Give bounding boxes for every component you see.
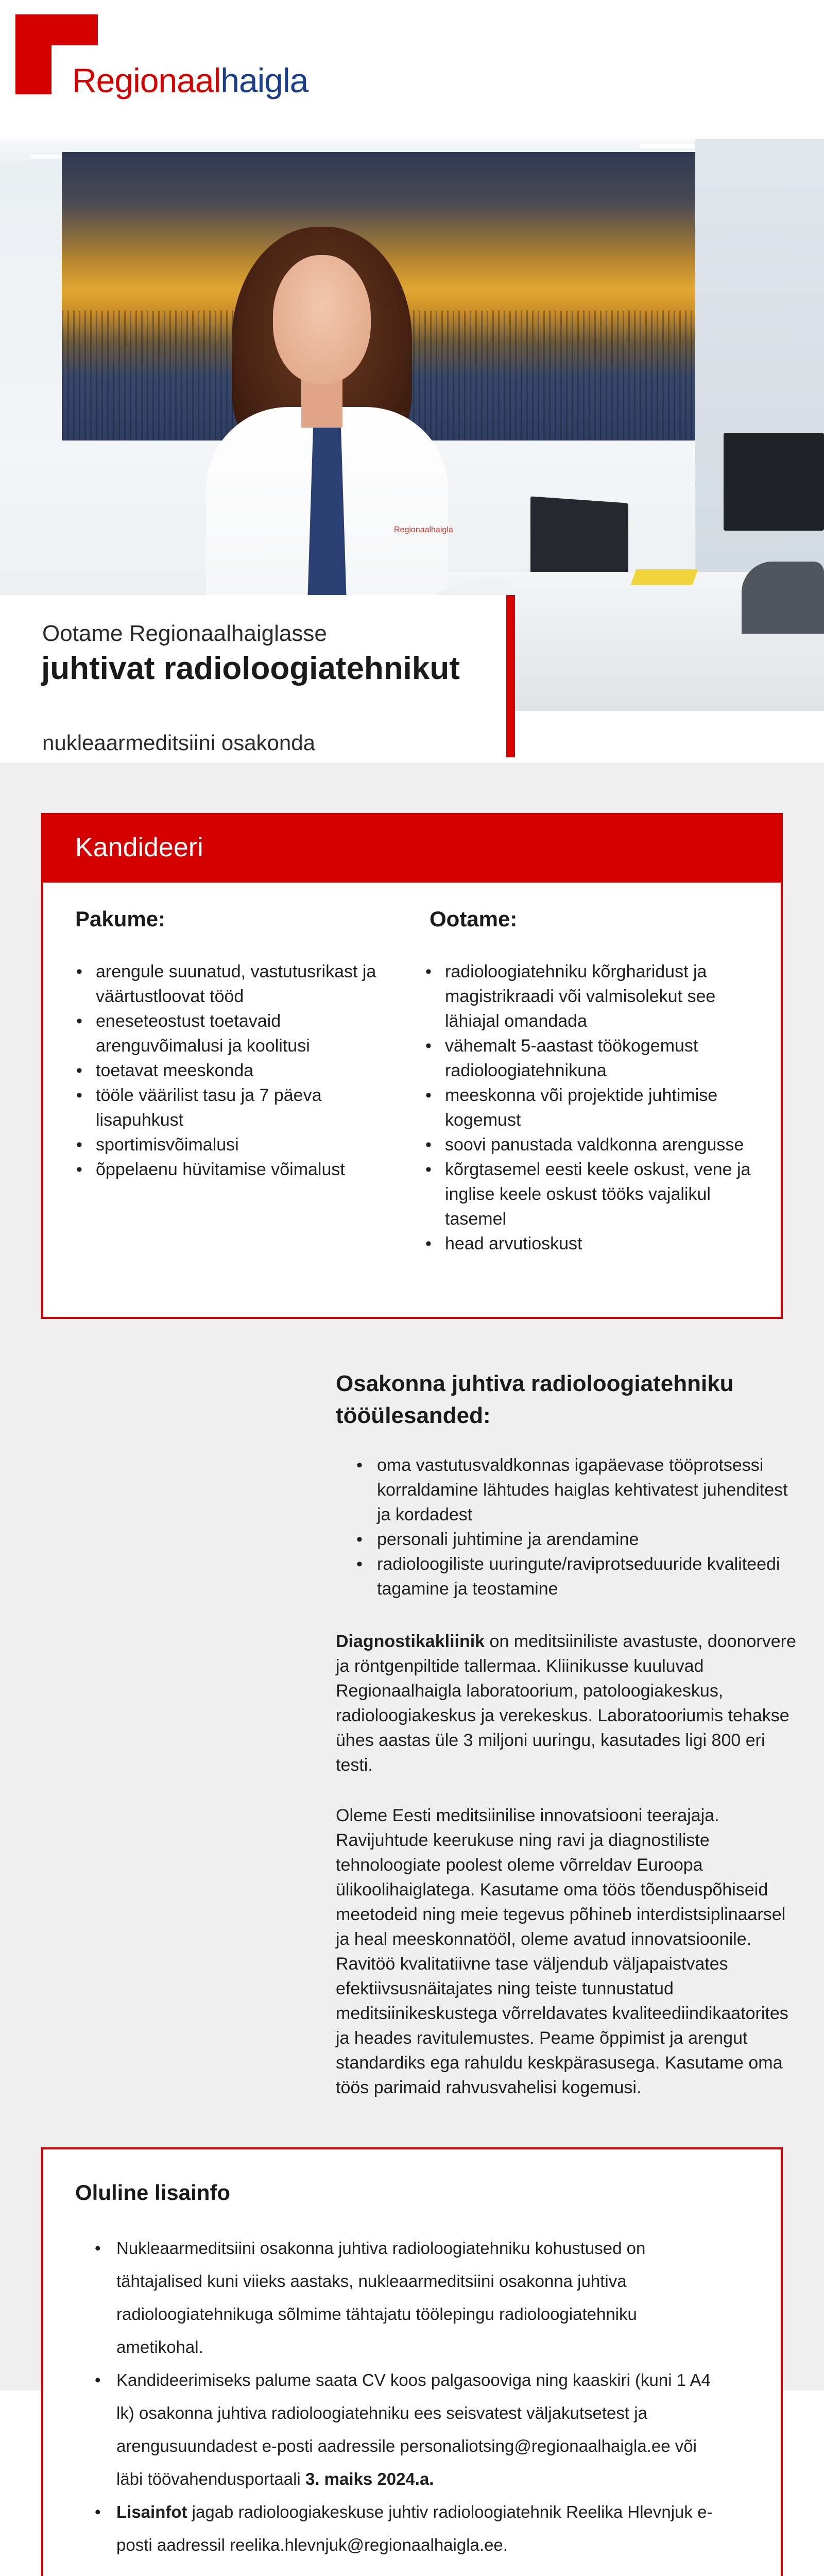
office-chair — [742, 562, 824, 634]
page-title: juhtivat radioloogiatehnikut — [41, 651, 460, 686]
list-item: • radioloogiliste uuringute/raviprotseduuride kvaliteedi tagamine ja teostamine — [336, 1552, 799, 1601]
offer-title: Pakume: — [75, 907, 166, 931]
info-title: Oluline lisainfo — [75, 2180, 231, 2205]
list-item: • vähemalt 5-aastast töökogemust radioloogiatehnikuna — [424, 1033, 754, 1083]
list-item: • meeskonna või projektide juhtimise kogemust — [424, 1083, 754, 1132]
list-item — [75, 2496, 724, 2562]
wall-artwork — [62, 152, 767, 440]
list-item: • radioloogiatehniku kõrgharidust ja magistrikraadi või valmisolekut see lähiajal omandada — [424, 959, 754, 1033]
offer-list — [75, 959, 405, 1182]
header — [0, 0, 824, 139]
artwork-grass — [62, 311, 767, 440]
list-item: • õppelaenu hüvitamise võimalust — [75, 1157, 405, 1182]
coat-logo: Regionaalhaigla — [394, 526, 453, 534]
innovation-paragraph: Oleme Eesti meditsiinilise innovatsiooni teerajaja. Ravijuhtude keerukuse ning ravi ja diagnostiliste tehnoloogiate poolest oleme võrreldav Euroopa ülikoolihaiglatega. Kasutame oma töös tõenduspõhiseid meetodeid ning meie tegevus põhineb interdistsiplinaarsel ja heal meeskonnatööl, oleme avatud innovatsioonile. Ravitöö kvalitatiivne tase väljendub väljapaistvates efektiivsusnäitajates ning teiste tunnustatud meditsiinikeskustega võrreldavates kvaliteediindikaatorites ja heades ravitulemustes. Peame õppimist ja arengut standardiks ega rahuldu keskpärasusega. Kasutame oma töös parimaid rahvusvahelisi kogemusi. — [336, 1806, 788, 2097]
expect-list — [424, 959, 754, 1256]
regionaalhaigla-logo[interactable] — [15, 14, 308, 102]
logo-wordmark-part2: haigla — [220, 61, 308, 99]
person-face — [273, 255, 371, 384]
monitor — [724, 433, 824, 531]
list-item: • head arvutioskust — [424, 1231, 754, 1256]
headline-accent-bar — [506, 595, 515, 757]
list-item: • oma vastutusvaldkonnas igapäevase tööprotsessi korraldamine lähtudes haiglas kehtivatest juhenditest ja kordadest — [336, 1453, 799, 1527]
list-item: • Nukleaarmeditsiini osakonna juhtiva radioloogiatehniku kohustused on tähtajalised kuni viieks aastaks, nukleaarmeditsiini osakonna juhtiva radioloogiatehnikuga sõlmime tähtajatu töölepingu radioloogiatehniku ametikohal. — [75, 2232, 724, 2364]
list-item: • personali juhtimine ja arendamine — [336, 1527, 799, 1552]
info-card — [41, 2147, 783, 2576]
list-item: • soovi panustada valdkonna arengusse — [424, 1132, 754, 1157]
list-item: • kõrgtasemel eesti keele oskust, vene ja inglise keele oskust tööks vajalikul tasemel — [424, 1157, 754, 1231]
headline-subtitle: nukleaarmeditsiini osakonda — [42, 731, 315, 755]
apply-button[interactable]: Kandideeri — [41, 813, 783, 883]
list-item: • toetavat meeskonda — [75, 1058, 405, 1083]
expect-title: Ootame: — [430, 907, 518, 931]
list-item: • sportimisvõimalusi — [75, 1132, 405, 1157]
monitor — [530, 496, 628, 580]
deadline: 3. maiks 2024.a. — [305, 2469, 434, 2488]
clinic-paragraph — [336, 1629, 797, 1777]
duties-list — [336, 1453, 799, 1601]
contact-details: jagab radioloogiakeskuse juhtiv radioloogiatehnik Reelika Hlevnjuk e-posti aadressil reelika.hlevnjuk@regionaalhaigla.ee. — [116, 2502, 713, 2554]
list-item: • tööle väärilist tasu ja 7 päeva lisapuhkust — [75, 1083, 405, 1132]
clinic-description: on meditsiiniliste avastuste, doonorvere ja röntgenpiltide tallermaa. Kliinikusse kuuluvad Regionaalhaigla laboratoorium, patoloogiakeskus, radioloogiakeskus ja verekeskus. Laboratooriumis tehakse ühes aastas üle 3 miljoni uuringu, kasutades ligi 800 eri testi. — [336, 1632, 796, 1775]
list-item: • arengule suunatud, vastutusrikast ja väärtustloovat tööd — [75, 959, 405, 1009]
clinic-name: Diagnostikakliinik — [336, 1632, 485, 1651]
logo-wordmark — [72, 63, 308, 97]
apply-card — [41, 813, 783, 1319]
duties-title: Osakonna juhtiva radioloogiatehniku tööülesanded: — [336, 1371, 734, 1428]
info-list — [75, 2232, 724, 2562]
headline-kicker: Ootame Regionaalhaiglasse — [42, 621, 327, 646]
list-item: • eneseteostust toetavaid arenguvõimalusi ja koolitusi — [75, 1009, 405, 1058]
logo-wordmark-part1: Regionaal — [72, 61, 221, 99]
contact-label: Lisainfot — [116, 2502, 187, 2521]
yellow-folder — [631, 569, 698, 585]
application-instructions: Kandideerimiseks palume saata CV koos palgasooviga ning kaaskiri (kuni 1 A4 lk) osakonna juhtiva radioloogiatehniku ees seisvatest väljakutsetest ja arengusuundadest e-posti aadressile personaliotsing@regionaalhaigla.ee või läbi töövahendusportaali — [116, 2370, 711, 2488]
list-item — [75, 2364, 724, 2496]
